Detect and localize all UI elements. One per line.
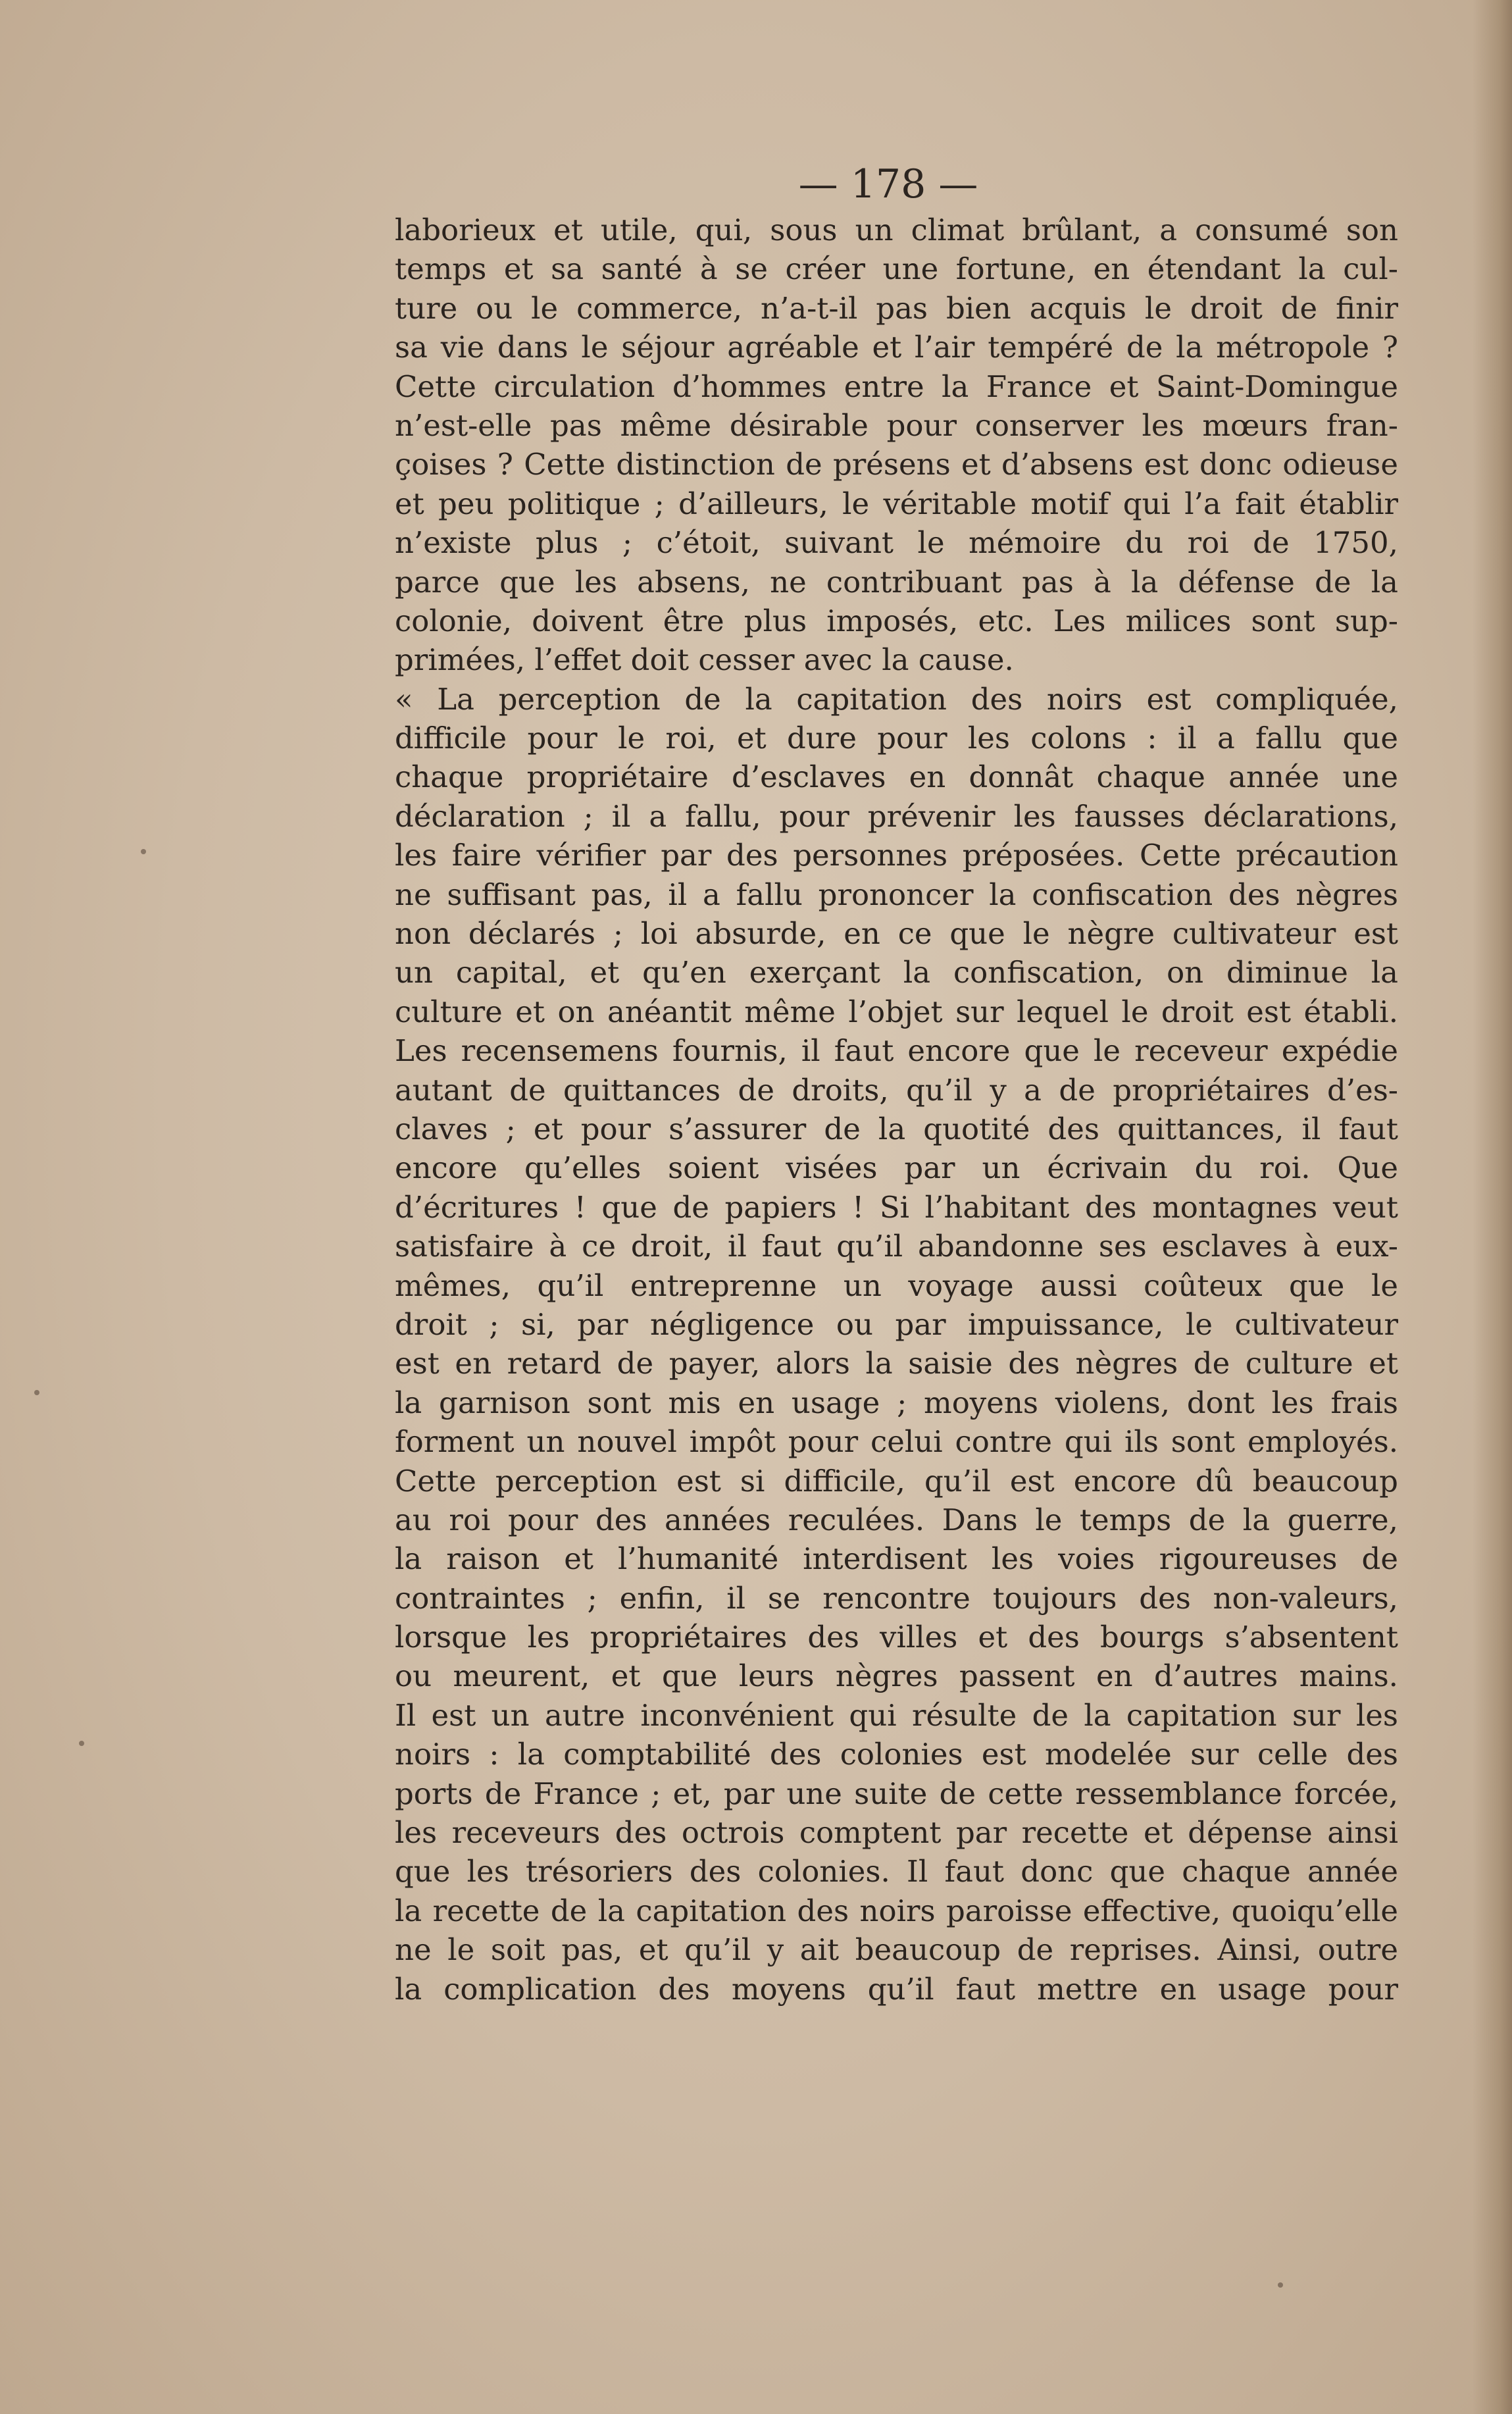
text-line: contraintes ; enfin, il se rencontre toujours des non-valeurs, (395, 1580, 1398, 1616)
text-line: un capital, et qu’en exerçant la confiscation, on diminue la (395, 955, 1398, 990)
text-line: la raison et l’humanité interdisent les voies rigoureuses de (395, 1541, 1398, 1577)
text-line: noirs : la comptabilité des colonies est modelée sur celle des (395, 1737, 1398, 1772)
text-line: la recette de la capitation des noirs paroisse effective, quoiqu’elle (395, 1893, 1398, 1928)
paper-speck (1278, 2282, 1283, 2288)
text-line: déclaration ; il a fallu, pour prévenir les fausses déclarations, (395, 798, 1398, 834)
paper-speck (34, 1390, 39, 1395)
text-line: Il est un autre inconvénient qui résulte de la capitation sur les (395, 1697, 1398, 1733)
text-line: lorsque les propriétaires des villes et des bourgs s’absentent (395, 1620, 1398, 1655)
text-line: ou meurent, et que leurs nègres passent en d’autres mains. (395, 1658, 1398, 1694)
paper-speck (79, 1741, 84, 1746)
text-line: la complication des moyens qu’il faut mettre en usage pour (395, 1971, 1398, 2007)
text-line: primées, l’effet doit cesser avec la cause. (395, 642, 1014, 678)
text-line: au roi pour des années reculées. Dans le temps de la guerre, (395, 1502, 1398, 1537)
text-line: culture et on anéantit même l’objet sur lequel le droit est établi. (395, 994, 1398, 1029)
text-line: ture ou le commerce, n’a-t-il pas bien acquis le droit de finir (395, 290, 1398, 326)
text-line: mêmes, qu’il entreprenne un voyage aussi coûteux que le (395, 1268, 1398, 1303)
page-number: — 178 — (798, 161, 978, 207)
text-line: chaque propriétaire d’esclaves en donnât chaque année une (395, 759, 1398, 795)
text-line: colonie, doivent être plus imposés, etc. Les milices sont sup- (395, 603, 1398, 638)
text-line: ports de France ; et, par une suite de cette ressemblance forcée, (395, 1776, 1398, 1811)
text-line: est en retard de payer, alors la saisie des nègres de culture et (395, 1346, 1398, 1381)
text-line: satisfaire à ce droit, il faut qu’il abandonne ses esclaves à eux- (395, 1229, 1398, 1264)
text-line: claves ; et pour s’assurer de la quotité des quittances, il faut (395, 1111, 1398, 1146)
text-line: temps et sa santé à se créer une fortune, en étendant la cul- (395, 251, 1398, 287)
text-line: n’existe plus ; c’étoit, suivant le mémoire du roi de 1750, (395, 525, 1398, 561)
paper-speck (141, 849, 146, 854)
text-line: non déclarés ; loi absurde, en ce que le nègre cultivateur est (395, 916, 1398, 952)
text-line: forment un nouvel impôt pour celui contre qui ils sont employés. (395, 1424, 1398, 1460)
text-line: ne le soit pas, et qu’il y ait beaucoup de reprises. Ainsi, outre (395, 1932, 1398, 1968)
text-line: « La perception de la capitation des noirs est compliquée, (395, 681, 1398, 717)
text-line: n’est-elle pas même désirable pour conserver les mœurs fran- (395, 407, 1398, 443)
text-line: les receveurs des octrois comptent par recette et dépense ainsi (395, 1815, 1398, 1851)
text-line: autant de quittances de droits, qu’il y a de propriétaires d’es- (395, 1072, 1398, 1108)
text-line: que les trésoriers des colonies. Il faut donc que chaque année (395, 1854, 1398, 1889)
text-line: Cette perception est si difficile, qu’il est encore dû beaucoup (395, 1463, 1398, 1499)
body-text (395, 211, 1398, 2009)
text-line: çoises ? Cette distinction de présens et d’absens est donc odieuse (395, 447, 1398, 482)
text-line: la garnison sont mis en usage ; moyens violens, dont les frais (395, 1385, 1398, 1420)
text-line: et peu politique ; d’ailleurs, le véritable motif qui l’a fait établir (395, 486, 1398, 521)
page-edge-shadow (1473, 0, 1512, 2414)
text-line: encore qu’elles soient visées par un écrivain du roi. Que (395, 1150, 1398, 1186)
text-line: ne suffisant pas, il a fallu prononcer la confiscation des nègres (395, 877, 1398, 912)
text-line: d’écritures ! que de papiers ! Si l’habitant des montagnes veut (395, 1189, 1398, 1225)
text-line: difficile pour le roi, et dure pour les colons : il a fallu que (395, 721, 1398, 756)
text-line: les faire vérifier par des personnes préposées. Cette précaution (395, 838, 1398, 873)
text-line: sa vie dans le séjour agréable et l’air tempéré de la métropole ? (395, 330, 1398, 365)
text-line: laborieux et utile, qui, sous un climat brûlant, a consumé son (395, 213, 1398, 247)
text-line: Les recensemens fournis, il faut encore que le receveur expédie (395, 1033, 1398, 1069)
text-line: parce que les absens, ne contribuant pas à la défense de la (395, 564, 1398, 600)
text-line: droit ; si, par négligence ou par impuissance, le cultivateur (395, 1306, 1398, 1342)
text-line: Cette circulation d’hommes entre la France et Saint-Domingue (395, 369, 1398, 404)
